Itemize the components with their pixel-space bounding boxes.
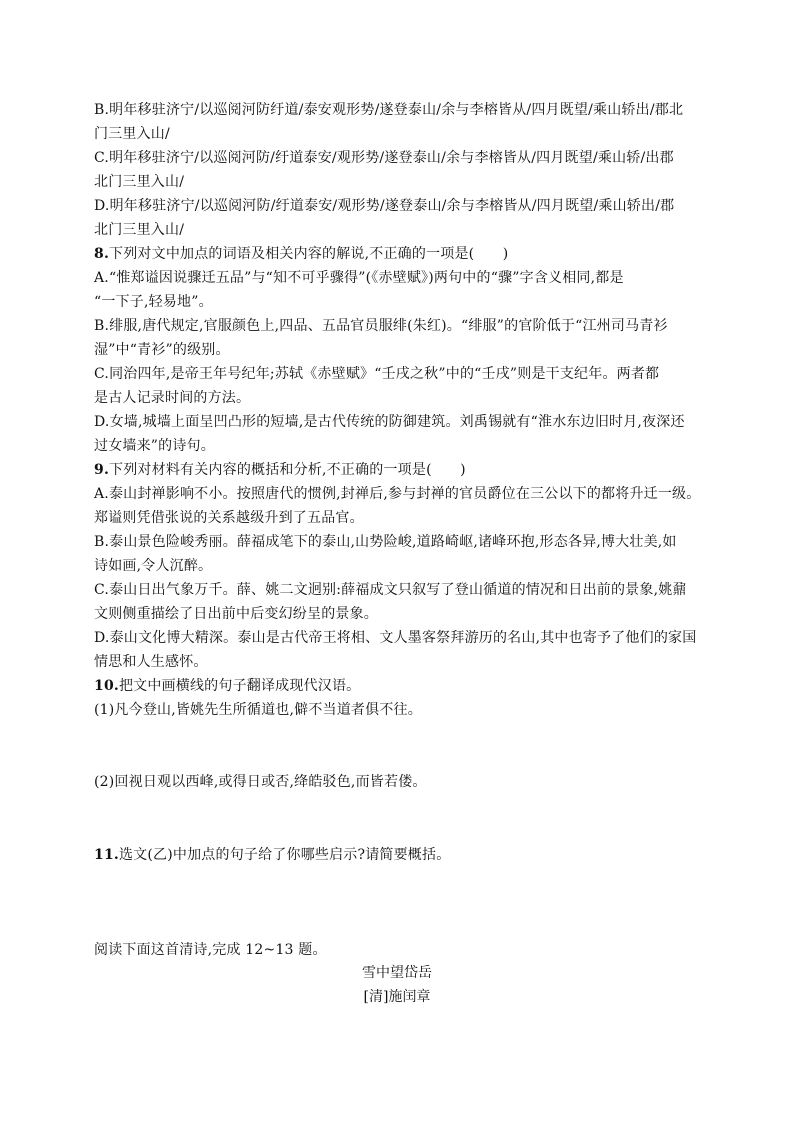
q8-option-a-line2: “一下子,轻易地”。 bbox=[94, 294, 213, 310]
q9-option-b-line1: B.泰山景色险峻秀丽。薛福成笔下的泰山,山势险峻,道路崎岖,诸峰环抱,形态各异,博大壮美,如 bbox=[94, 534, 677, 550]
q7-option-c-line2: 北门三里入山/ bbox=[94, 174, 185, 190]
q7-option-b-line2: 门三里入山/ bbox=[94, 126, 170, 142]
q11-question bbox=[94, 845, 450, 865]
q7-option-d-line2: 北门三里入山/ bbox=[94, 222, 185, 238]
q8-option-c-line1: C.同治四年,是帝王年号纪年;苏轼《赤壁赋》“壬戌之秋”中的“壬戌”则是干支纪年。两者都 bbox=[94, 366, 660, 382]
q8-option-a-line1: A.“惟郑谥因说骤迁五品”与“知不可乎骤得”(《赤壁赋》)两句中的“骤”字含义相同,都是 bbox=[94, 270, 624, 286]
q10-number: 10. bbox=[94, 678, 119, 694]
q10-stem: 把文中画横线的句子翻译成现代汉语。 bbox=[118, 678, 361, 694]
q9-number: 9. bbox=[94, 462, 110, 478]
q10-sub2: (2)回视日观以西峰,或得日或否,绛皓驳色,而皆若偻。 bbox=[94, 774, 427, 790]
q9-stem: 下列对材料有关内容的概括和分析,不正确的一项是( ) bbox=[109, 462, 466, 478]
q8-option-c-line2: 是古人记录时间的方法。 bbox=[94, 390, 251, 406]
poem-author: [清]施闰章 bbox=[363, 989, 431, 1005]
q9-option-b-line2: 诗如画,令人沉醉。 bbox=[94, 558, 213, 574]
q7-option-d-line1: D.明年移驻济宁/以巡阅河防/纡道泰安/观形势/遂登泰山/余与李榕皆从/四月既望/乘山轿出/郡 bbox=[94, 198, 675, 214]
q9-option-d-line1: D.泰山文化博大精深。泰山是古代帝王将相、文人墨客祭拜游历的名山,其中也寄予了他们的家国 bbox=[94, 630, 697, 646]
poem-title: 雪中望岱岳 bbox=[362, 965, 432, 981]
q8-number: 8. bbox=[94, 246, 110, 262]
q8-question bbox=[94, 244, 508, 264]
q8-stem: 下列对文中加点的词语及相关内容的解说,不正确的一项是( ) bbox=[109, 246, 509, 262]
q9-question bbox=[94, 460, 466, 480]
q9-option-a-line1: A.泰山封禅影响不小。按照唐代的惯例,封禅后,参与封禅的官员爵位在三公以下的都将升迁一级。 bbox=[94, 486, 701, 502]
q9-option-c-line1: C.泰山日出气象万千。薛、姚二文迥别:薛福成文只叙写了登山循道的情况和日出前的景象,姚鼐 bbox=[94, 582, 687, 598]
q9-option-c-line2: 文则侧重描绘了日出前中后变幻纷呈的景象。 bbox=[94, 606, 378, 622]
q8-option-b-line1: B.绯服,唐代规定,官服颜色上,四品、五品官员服绯(朱红)。“绯服”的官阶低于“江州司马青衫 bbox=[94, 318, 668, 334]
q8-option-b-line2: 湿”中“青衫”的级别。 bbox=[94, 342, 230, 358]
q11-number: 11. bbox=[94, 847, 119, 863]
poem-intro: 阅读下面这首清诗,完成 12~13 题。 bbox=[94, 942, 327, 958]
q9-option-a-line2: 郑谥则凭借张说的关系越级升到了五品官。 bbox=[94, 510, 364, 526]
q7-option-c-line1: C.明年移驻济宁/以巡阅河防/纡道泰安/观形势/遂登泰山/余与李榕皆从/四月既望/乘山轿/出郡 bbox=[94, 150, 674, 166]
q11-stem: 选文(乙)中加点的句子给了你哪些启示?请简要概括。 bbox=[118, 847, 451, 863]
q10-sub1: (1)凡今登山,皆姚先生所循道也,僻不当道者俱不往。 bbox=[94, 702, 422, 718]
q10-question bbox=[94, 676, 360, 696]
q8-option-d-line2: 过女墙来”的诗句。 bbox=[94, 438, 215, 454]
q8-option-d-line1: D.女墙,城墙上面呈凹凸形的短墙,是古代传统的防御建筑。刘禹锡就有“淮水东边旧时月,夜深还 bbox=[94, 414, 685, 430]
q7-option-b-line1: B.明年移驻济宁/以巡阅河防纡道/泰安观形势/遂登泰山/余与李榕皆从/四月既望/乘山轿出/郡北 bbox=[94, 102, 684, 118]
q9-option-d-line2: 情思和人生感怀。 bbox=[94, 654, 208, 670]
